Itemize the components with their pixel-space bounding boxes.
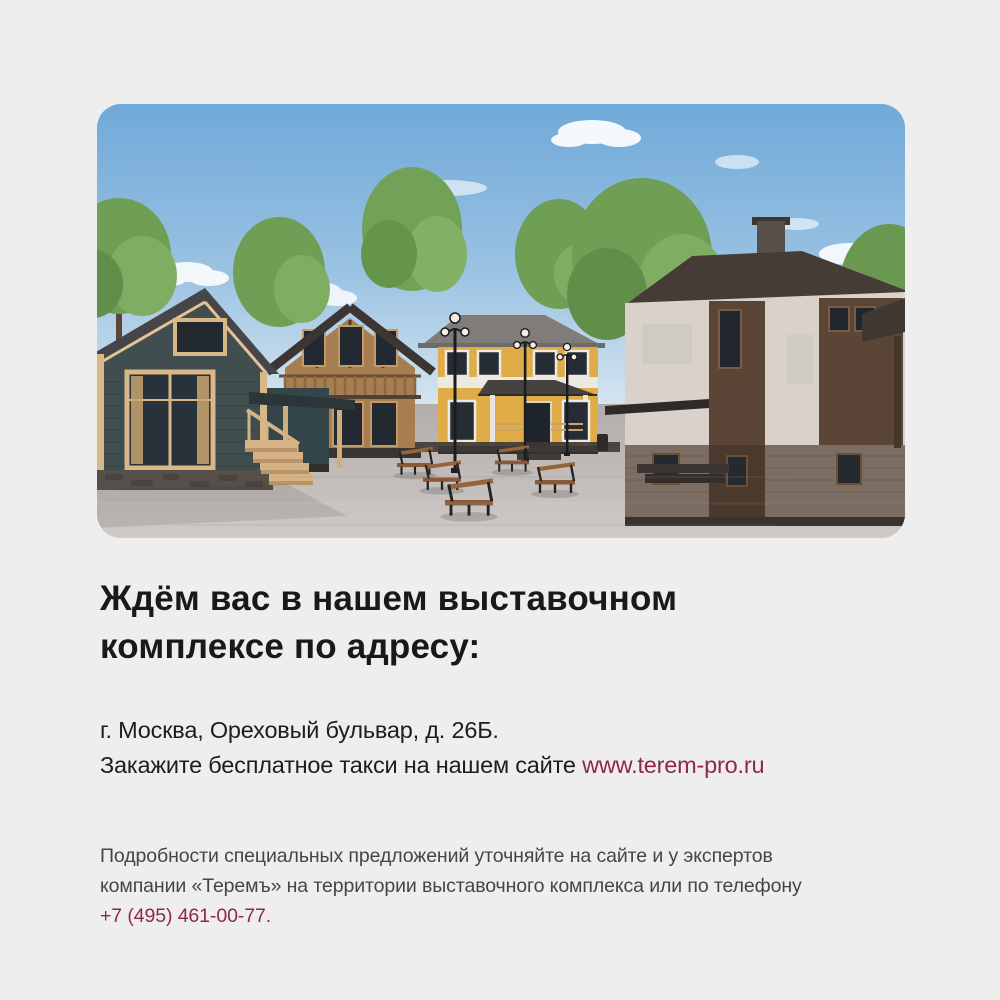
page-title [100, 575, 677, 671]
taxi-text: Закажите бесплатное такси на нашем сайте [100, 752, 583, 778]
address-line: г. Москва, Ореховый бульвар, д. 26Б. [100, 717, 499, 743]
show-house-yellow [418, 315, 605, 460]
phone-link[interactable]: +7 (495) 461-00-77. [100, 905, 272, 927]
website-link[interactable]: www.terem-pro.ru [582, 752, 765, 778]
exhibition-complex-photo [97, 104, 905, 538]
trash-bin [597, 434, 608, 451]
footnote-block [100, 841, 802, 931]
exhibition-complex-illustration [97, 104, 905, 538]
address-block [100, 713, 764, 783]
page-title-line1: Ждём вас в нашем выставочном [100, 579, 678, 618]
page-title-line2: комплексе по адресу: [100, 627, 481, 666]
footnote-line1: Подробности специальных предложений уточняйте на сайте и у экспертов [100, 845, 773, 867]
taxi-line [100, 748, 764, 783]
footnote-line2: компании «Теремъ» на территории выставочного комплекса или по телефону [100, 875, 802, 897]
